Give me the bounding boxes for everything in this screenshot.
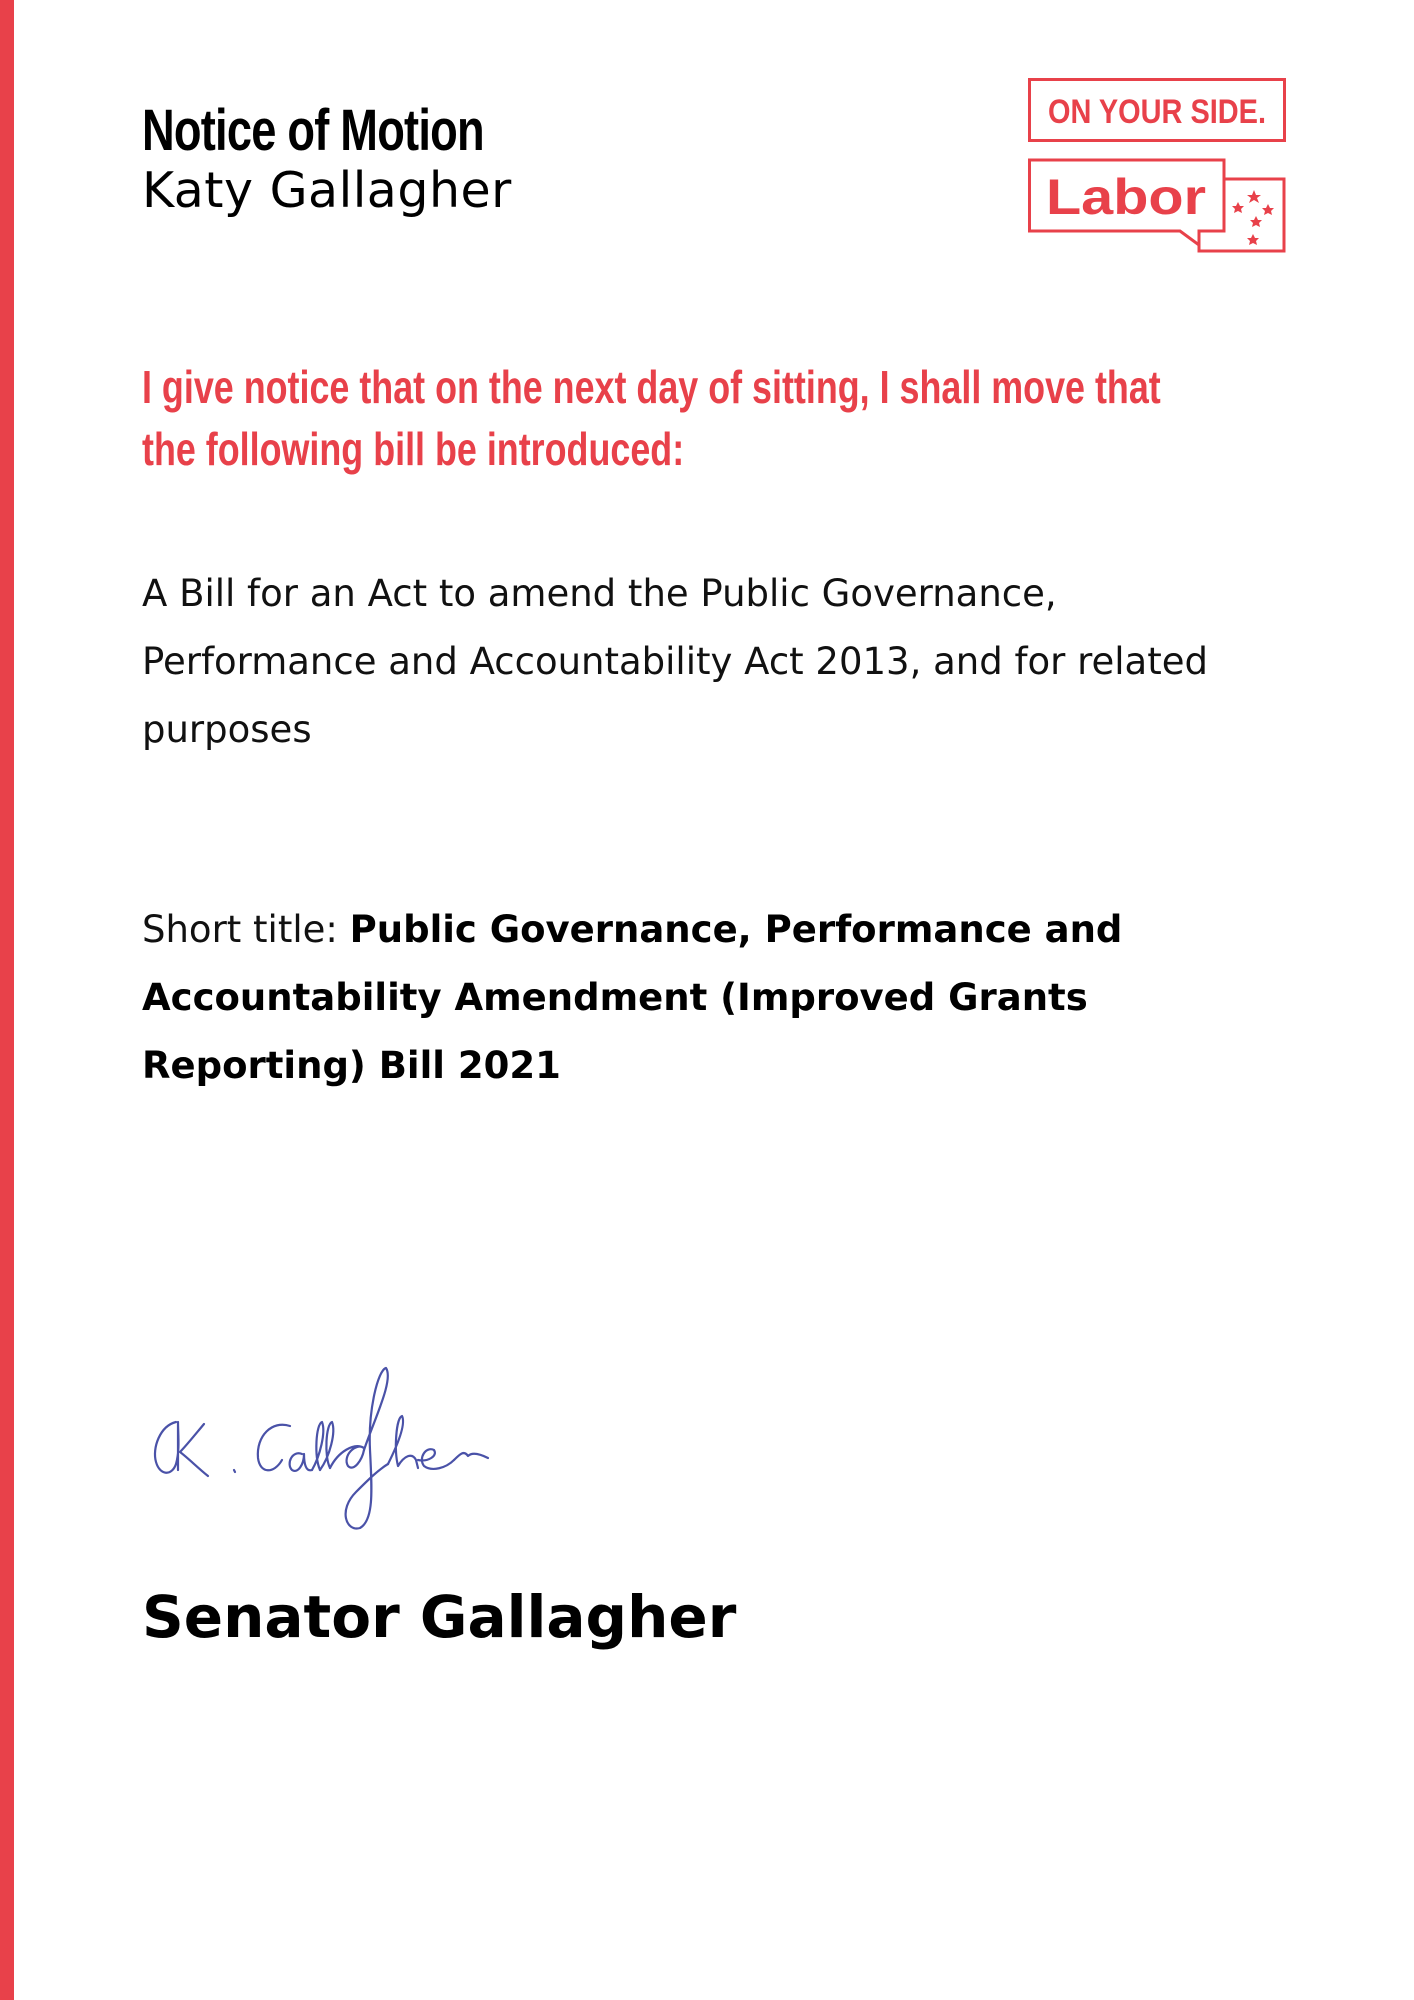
bill-description: A Bill for an Act to amend the Public Governance, Performance and Accountability Act 2013, and for related purposes xyxy=(142,572,1208,751)
header xyxy=(142,98,580,222)
author-name: Katy Gallagher xyxy=(142,162,512,219)
short-title xyxy=(142,896,1272,1100)
short-title-value: Public Governance, Performance and Accountability Amendment (Improved Grants Reporting) Bill 2021 xyxy=(142,908,1123,1087)
star-icon xyxy=(1232,190,1274,245)
labor-logo xyxy=(1028,78,1288,254)
short-title-label: Short title: xyxy=(142,908,350,951)
notice-statement: I give notice that on the next day of sitting, I shall move that the following bill be introduced: xyxy=(142,361,1161,475)
signatory-name: Senator Gallagher xyxy=(142,1583,737,1651)
logo-party-name: Labor xyxy=(1046,169,1206,225)
left-accent-bar xyxy=(0,0,14,2000)
document-title: Notice of Motion xyxy=(142,98,484,163)
handwritten-signature xyxy=(142,1360,572,1550)
logo-slogan: ON YOUR SIDE. xyxy=(1048,93,1266,131)
